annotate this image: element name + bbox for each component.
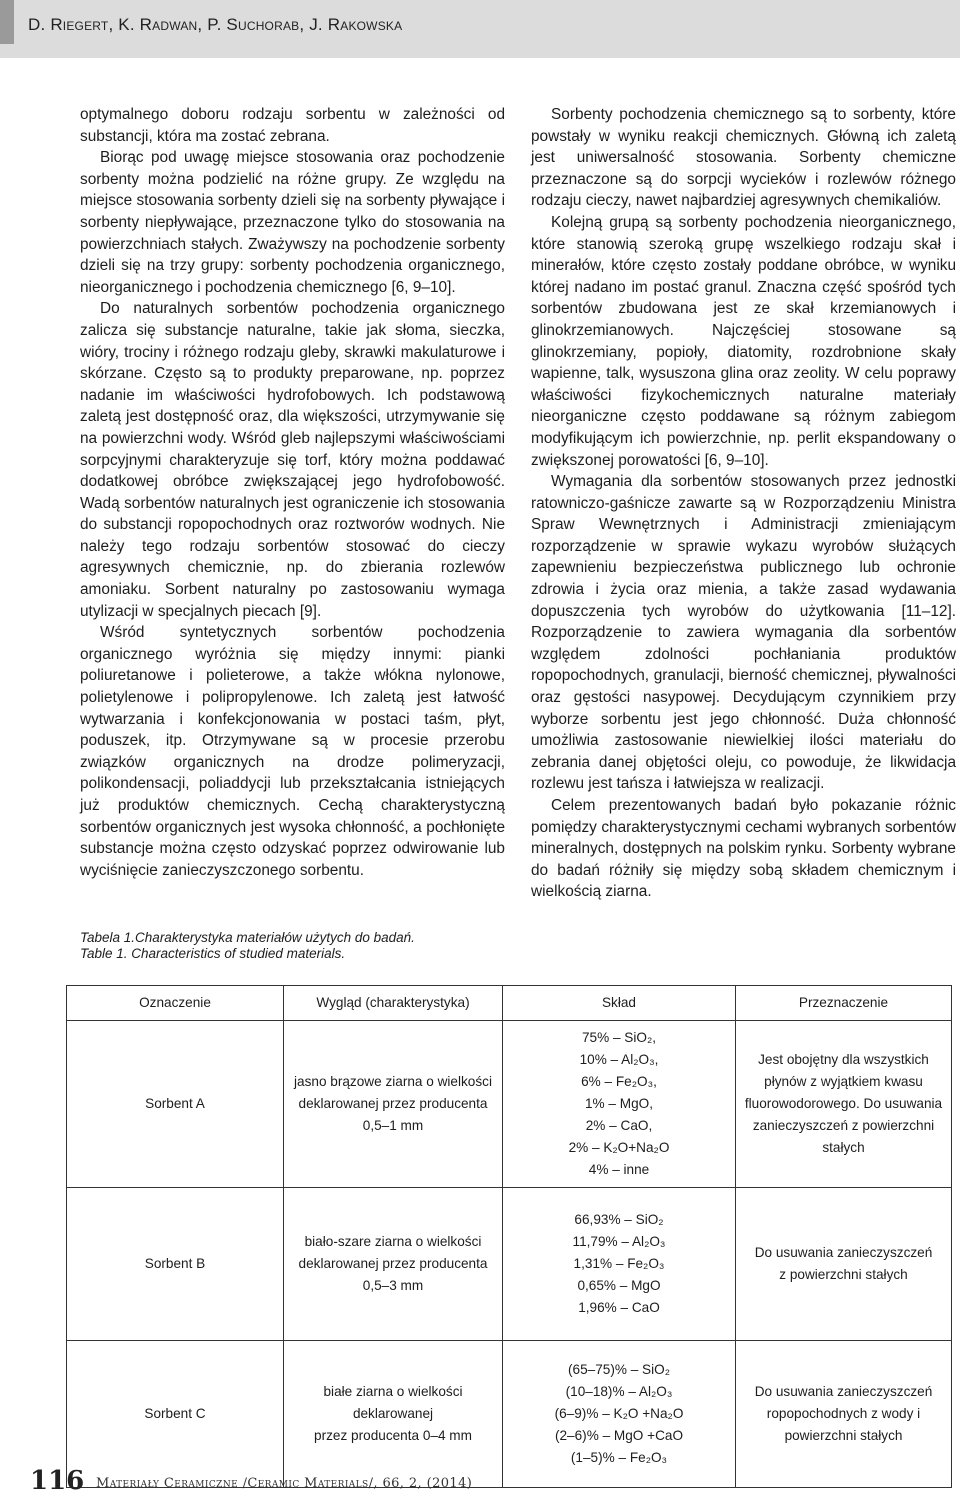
column-header: Przeznaczenie bbox=[736, 986, 952, 1021]
cell-line: z powierzchni stałych bbox=[779, 1267, 908, 1282]
cell-line: 4% – inne bbox=[588, 1162, 650, 1177]
sorbent-name-cell: Sorbent A bbox=[67, 1021, 284, 1188]
cell-line: 2% – CaO, bbox=[585, 1118, 653, 1133]
paragraph: Biorąc pod uwagę miejsce stosowania oraz pochodzenie sorbenty można podzielić na różne grupy. Ze względu na miejsce stosowania sorbenty dzieli się na sorbenty pływające i sorbenty niepływające, przeznaczone tylko do stosowania na powierzchniach stałych. Zważywszy na pochodzenie sorbenty dzieli się na trzy grupy: sorbenty pochodzenia organicznego, nieorganicznego i pochodzenia chemicznego [6, 9–10]. bbox=[80, 149, 505, 296]
caption-polish: Tabela 1.Charakterystyka materiałów użytych do badań. bbox=[80, 930, 415, 945]
paragraph: Do naturalnych sorbentów pochodzenia organicznego zalicza się substancje naturalne, takie jak słoma, sieczka, wióry, trociny i różnego rodzaju gleby, skrawki makulaturowe i skórzane. Często są to produkty preparowane, np. poprzez nadanie im właściwości hydrofobowych. Ich podstawową zaletą jest dostępność oraz, dla większości, utrzymywanie się na powierzchni wody. Wśród gleb najlepszymi właściwościami sorpcyjnymi charakteryzuje się torf, który można poddawać dodatkowej obróbce zwiększającej jego hydrofobowość. Wadą sorbentów naturalnych jest ograniczenie ich stosowania do substancji ropopochodnych oraz roztworów wodnych. Nie należy tego rodzaju sorbentów stosować do cieczy agresywnych chemicznie, np. do zbierania rozlewów amoniaku. Sorbent naturalny po zastosowaniu wymaga utylizacji w specjalnych piecach [9]. bbox=[80, 300, 505, 620]
table-caption bbox=[80, 930, 415, 962]
cell-line: 11,79% – Al₂O₃ bbox=[572, 1234, 666, 1249]
table-row bbox=[67, 1341, 952, 1488]
sorbent-name-cell: Sorbent B bbox=[67, 1188, 284, 1341]
cell-line: (6–9)% – K₂O +Na₂O bbox=[554, 1406, 684, 1421]
paragraph: Kolejną grupą są sorbenty pochodzenia nieorganicznego, które stanowią szeroką grupę wszelkiego rodzaju skał i minerałów, które często zostały poddane obróbce, w wyniku której nadano im postać granul. Znaczna część spośród tych sorbentów zbudowana jest ze skał krzemianowych i glinokrzemianowych. Najczęściej stosowane są glinokrzemiany, popioły, diatomity, rozdrobnione skały wapienne, talk, wysuszona glina oraz zeolity. W celu poprawy właściwości fizykochemicznych naturalne materiały nieorganiczne często poddawane są różnym zabiegom modyfikującym ich powierzchnie, np. perlit ekspandowany o zwiększonej porowatości [6, 9–10]. bbox=[531, 213, 956, 469]
appearance-cell bbox=[284, 1341, 503, 1488]
cell-line: 0,5–3 mm bbox=[362, 1278, 424, 1293]
cell-line: ropopochodnych z wody i bbox=[766, 1406, 921, 1421]
paragraph: Wśród syntetycznych sorbentów pochodzenia organicznego wyróżnia się między innymi: pianki poliuretanowe i polieterowe, a także włókna nylonowe, polietylenowe i polipropylenowe. Ich zaletą jest łatwość wytwarzania i konfekcjonowania w postaci taśm, płyt, poduszek, itp. Otrzymywane są w procesie przerobu związków organicznych na drodze polimeryzacji, polikondensacji, poliaddycji lub przekształcania istniejących już produktów chemicznych. Cechą charakterystyczną sorbentów organicznych jest wysoka chłonność, a pochłonięte substancje można często odzyskać poprzez odwirowanie lub wyciśnięcie zanieczyszczonego sorbentu. bbox=[80, 624, 505, 879]
cell-line: 1,96% – CaO bbox=[578, 1300, 660, 1315]
column-header: Skład bbox=[503, 986, 736, 1021]
cell-line: Jest obojętny dla wszystkich bbox=[758, 1052, 929, 1067]
cell-line: stałych bbox=[822, 1140, 865, 1155]
cell-line: jasno brązowe ziarna o wielkości bbox=[294, 1074, 492, 1089]
right-column bbox=[531, 104, 956, 903]
cell-line: deklarowanej przez producenta bbox=[298, 1096, 488, 1111]
cell-line: deklarowanej przez producenta bbox=[298, 1256, 488, 1271]
appearance-cell bbox=[284, 1188, 503, 1341]
cell-line: 2% – K₂O+Na₂O bbox=[568, 1140, 670, 1155]
cell-line: (2–6)% – MgO +CaO bbox=[554, 1428, 684, 1443]
purpose-cell bbox=[736, 1021, 952, 1188]
running-header bbox=[0, 0, 960, 58]
cell-line: 6% – Fe₂O₃, bbox=[581, 1074, 657, 1089]
materials-table bbox=[66, 985, 952, 1488]
cell-line: przez producenta 0–4 mm bbox=[314, 1428, 472, 1443]
sorbent-name-cell: Sorbent C bbox=[67, 1341, 284, 1488]
left-column bbox=[80, 104, 505, 881]
composition-cell bbox=[503, 1341, 736, 1488]
cell-line: Do usuwania zanieczyszczeń bbox=[754, 1245, 933, 1260]
table-header-row bbox=[67, 986, 952, 1021]
cell-line: 0,65% – MgO bbox=[577, 1278, 661, 1293]
caption-english: Table 1. Characteristics of studied materials. bbox=[80, 946, 346, 961]
journal-citation: Materiały Ceramiczne /Ceramic Materials/, 66, 2, (2014) bbox=[96, 1476, 473, 1491]
cell-line: 1% – MgO, bbox=[585, 1096, 653, 1111]
paragraph: Sorbenty pochodzenia chemicznego są to sorbenty, które powstały w wyniku reakcji chemicznych. Główną ich zaletą jest uniwersalność stosowania. Sorbenty chemiczne przeznaczone są do sorpcji wycieków i rozlewów różnego rodzaju cieczy, nawet najbardziej agresywnych chemikaliów. bbox=[531, 106, 956, 210]
paragraph: Wymagania dla sorbentów stosowanych przez jednostki ratowniczo-gaśnicze zawarte są w Rozporządzeniu Ministra Spraw Wewnętrznych i Administracji zmieniającym rozporządzenie w sprawie wykazu wyrobów służących zapewnieniu bezpieczeństwa publicznego lub ochronie zdrowia i życia oraz mienia, a także zasad wydawania dopuszczenia tych wyrobów do użytkowania [11–12]. Rozporządzenie to zawiera wymagania dla sorbentów względem zdolności pochłaniania produktów ropopochodnych, granulacji, bierność chemicznej, pływalności oraz gęstości nasypowej. Decydującym czynnikiem przy wyborze sorbentu jest jego chłonność. Duża chłonność umożliwia zastosowanie niewielkiej ilości materiału do zebrania danej objętości oleju, co powoduje, że likwidacja rozlewu jest tańsza i łatwiejsza w realizacji. bbox=[531, 473, 956, 793]
cell-line: (65–75)% – SiO₂ bbox=[568, 1362, 670, 1377]
composition-cell bbox=[503, 1188, 736, 1341]
page-number: 116 bbox=[30, 1466, 85, 1496]
cell-line: biało-szare ziarna o wielkości bbox=[304, 1234, 482, 1249]
cell-line: białe ziarna o wielkości deklarowanej bbox=[323, 1384, 463, 1421]
cell-line: 0,5–1 mm bbox=[362, 1118, 424, 1133]
appearance-cell bbox=[284, 1021, 503, 1188]
cell-line: zanieczyszczeń z powierzchni bbox=[752, 1118, 935, 1133]
cell-line: 66,93% – SiO₂ bbox=[574, 1212, 664, 1227]
cell-line: 10% – Al₂O₃, bbox=[579, 1052, 659, 1067]
table-row bbox=[67, 1188, 952, 1341]
column-header: Wygląd (charakterystyka) bbox=[284, 986, 503, 1021]
cell-line: powierzchni stałych bbox=[784, 1428, 903, 1443]
paragraph: optymalnego doboru rodzaju sorbentu w zależności od substancji, która ma zostać zebrana. bbox=[80, 106, 505, 145]
header-accent-stripe bbox=[0, 0, 14, 44]
composition-cell bbox=[503, 1021, 736, 1188]
cell-line: fluorowodorowego. Do usuwania bbox=[744, 1096, 943, 1111]
paragraph: Celem prezentowanych badań było pokazanie różnic pomiędzy charakterystycznymi cechami wybranych sorbentów mineralnych, dostępnych na polskim rynku. Sorbenty wybrane do badań różniły się między sobą składem chemicznym i wielkością ziarna. bbox=[531, 797, 956, 901]
cell-line: płynów z wyjątkiem kwasu bbox=[764, 1074, 923, 1089]
cell-line: Do usuwania zanieczyszczeń bbox=[754, 1384, 933, 1399]
purpose-cell bbox=[736, 1341, 952, 1488]
purpose-cell bbox=[736, 1188, 952, 1341]
header-authors: D. Riegert, K. Radwan, P. Suchorab, J. Rakowska bbox=[28, 15, 403, 34]
cell-line: (10–18)% – Al₂O₃ bbox=[565, 1384, 673, 1399]
cell-line: 1,31% – Fe₂O₃ bbox=[573, 1256, 665, 1271]
cell-line: 75% – SiO₂, bbox=[581, 1030, 657, 1045]
column-header: Oznaczenie bbox=[67, 986, 284, 1021]
cell-line: (1–5)% – Fe₂O₃ bbox=[570, 1450, 668, 1465]
table-row bbox=[67, 1021, 952, 1188]
